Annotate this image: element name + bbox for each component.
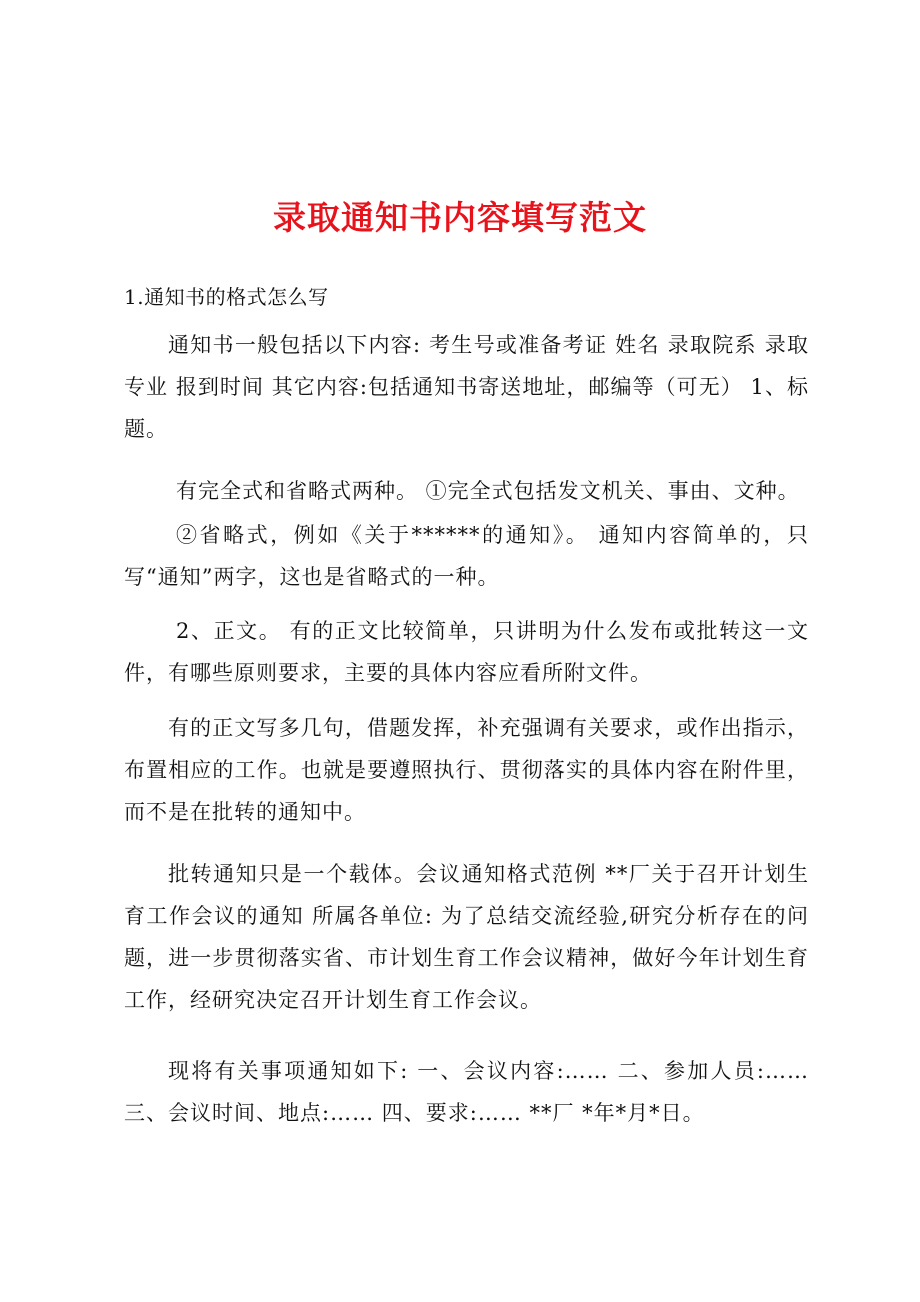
paragraph-3: ②省略式，例如《关于******的通知》。 通知内容简单的，只写“通知”两字，这也是省略式的一种。 xyxy=(124,523,809,589)
paragraph-7: 现将有关事项通知如下: 一、会议内容:…… 二、参加人员:…… 三、会议时间、地点:…… 四、要求:…… **厂 *年*月*日。 xyxy=(124,1059,809,1125)
paragraph-5: 有的正文写多几句，借题发挥，补充强调有关要求，或作出指示，布置相应的工作。也就是要遵照执行、贯彻落实的具体内容在附件里，而不是在批转的通知中。 xyxy=(124,716,809,824)
paragraph-4: 2、正文。 有的正文比较简单，只讲明为什么发布或批转这一文件，有哪些原则要求，主要的具体内容应看所附文件。 xyxy=(124,619,809,685)
section-heading: 1.通知书的格式怎么写 xyxy=(124,285,329,309)
document-title: 录取通知书内容填写范文 xyxy=(273,198,647,237)
paragraph-2: 有完全式和省略式两种。 ①完全式包括发文机关、事由、文种。 xyxy=(176,479,800,503)
paragraph-1: 通知书一般包括以下内容: 考生号或准备考证 姓名 录取院系 录取专业 报到时间 其它内容:包括通知书寄送地址，邮编等（可无） 1、标题。 xyxy=(124,333,809,441)
paragraph-6: 批转通知只是一个载体。会议通知格式范例 **厂关于召开计划生育工作会议的通知 所属各单位: 为了总结交流经验,研究分析存在的问题，进一步贯彻落实省、市计划生育工作会议精神，做好今年计划生育工作，经研究决定召开计划生育工作会议。 xyxy=(124,862,809,1012)
